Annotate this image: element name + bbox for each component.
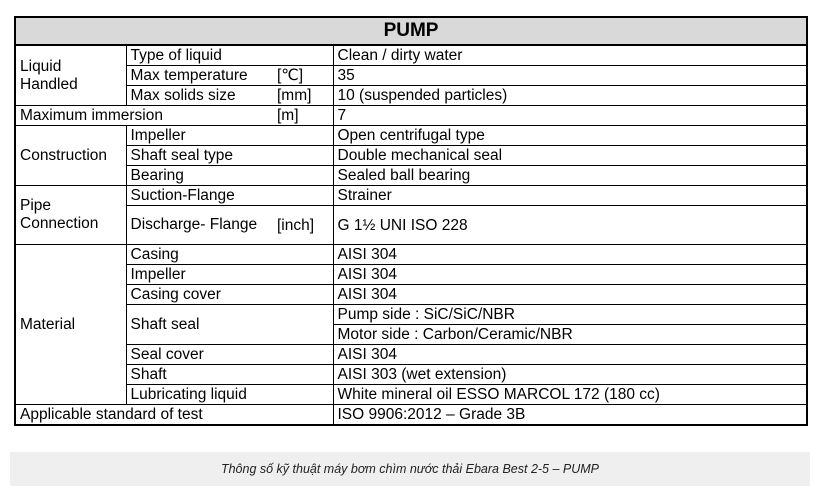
row-unit: [mm] [273, 86, 333, 106]
row-label: Shaft seal type [126, 146, 333, 166]
row-unit: [℃] [273, 66, 333, 86]
table-row [15, 206, 807, 245]
row-label: Casing cover [126, 285, 333, 305]
row-value: Clean / dirty water [333, 45, 807, 66]
row-label: Seal cover [126, 345, 333, 365]
row-value: 10 (suspended particles) [333, 86, 807, 106]
table-title: PUMP [15, 17, 807, 45]
row-label: Discharge- Flange [126, 206, 273, 245]
row-value: Pump side : SiC/SiC/NBR [333, 305, 807, 325]
table-row [15, 186, 807, 206]
row-value: ISO 9906:2012 – Grade 3B [333, 405, 807, 426]
row-label: Shaft seal [126, 305, 333, 345]
table-row [15, 305, 807, 325]
row-label: Max temperature [126, 66, 273, 86]
table-row [15, 126, 807, 146]
row-value: AISI 304 [333, 285, 807, 305]
row-value: White mineral oil ESSO MARCOL 172 (180 cc) [333, 385, 807, 405]
table-row [15, 66, 807, 86]
row-label: Bearing [126, 166, 333, 186]
row-value: Double mechanical seal [333, 146, 807, 166]
row-label: Casing [126, 245, 333, 265]
row-value: AISI 304 [333, 245, 807, 265]
row-label: Maximum immersion [15, 106, 273, 126]
table-row [15, 45, 807, 66]
row-label: Impeller [126, 126, 333, 146]
pump-spec-table [14, 16, 808, 426]
table-row [15, 265, 807, 285]
row-label: Suction-Flange [126, 186, 333, 206]
table-row [15, 166, 807, 186]
spec-sheet [14, 16, 807, 426]
table-row [15, 405, 807, 426]
group-label-pipe-connection: Pipe Connection [15, 186, 126, 245]
table-row [15, 86, 807, 106]
table-row [15, 245, 807, 265]
table-row [15, 365, 807, 385]
row-value: AISI 304 [333, 345, 807, 365]
table-row [15, 385, 807, 405]
row-value: AISI 303 (wet extension) [333, 365, 807, 385]
image-caption: Thông số kỹ thuật máy bơm chìm nước thải Ebara Best 2-5 – PUMP [10, 452, 810, 486]
row-unit: [m] [273, 106, 333, 126]
row-value: G 1½ UNI ISO 228 [333, 206, 807, 245]
row-label: Type of liquid [126, 45, 333, 66]
row-label: Shaft [126, 365, 333, 385]
row-unit: [inch] [273, 206, 333, 245]
row-value: Sealed ball bearing [333, 166, 807, 186]
group-label-material: Material [15, 245, 126, 405]
row-label: Max solids size [126, 86, 273, 106]
row-value: Open centrifugal type [333, 126, 807, 146]
table-row [15, 106, 807, 126]
row-value: 7 [333, 106, 807, 126]
row-label: Applicable standard of test [15, 405, 333, 426]
row-label: Lubricating liquid [126, 385, 333, 405]
row-value: 35 [333, 66, 807, 86]
row-value: Motor side : Carbon/Ceramic/NBR [333, 325, 807, 345]
group-label-construction: Construction [15, 126, 126, 186]
row-value: Strainer [333, 186, 807, 206]
table-row [15, 345, 807, 365]
table-row [15, 146, 807, 166]
row-value: AISI 304 [333, 265, 807, 285]
row-label: Impeller [126, 265, 333, 285]
group-label-liquid-handled: Liquid Handled [15, 45, 126, 106]
table-row [15, 285, 807, 305]
